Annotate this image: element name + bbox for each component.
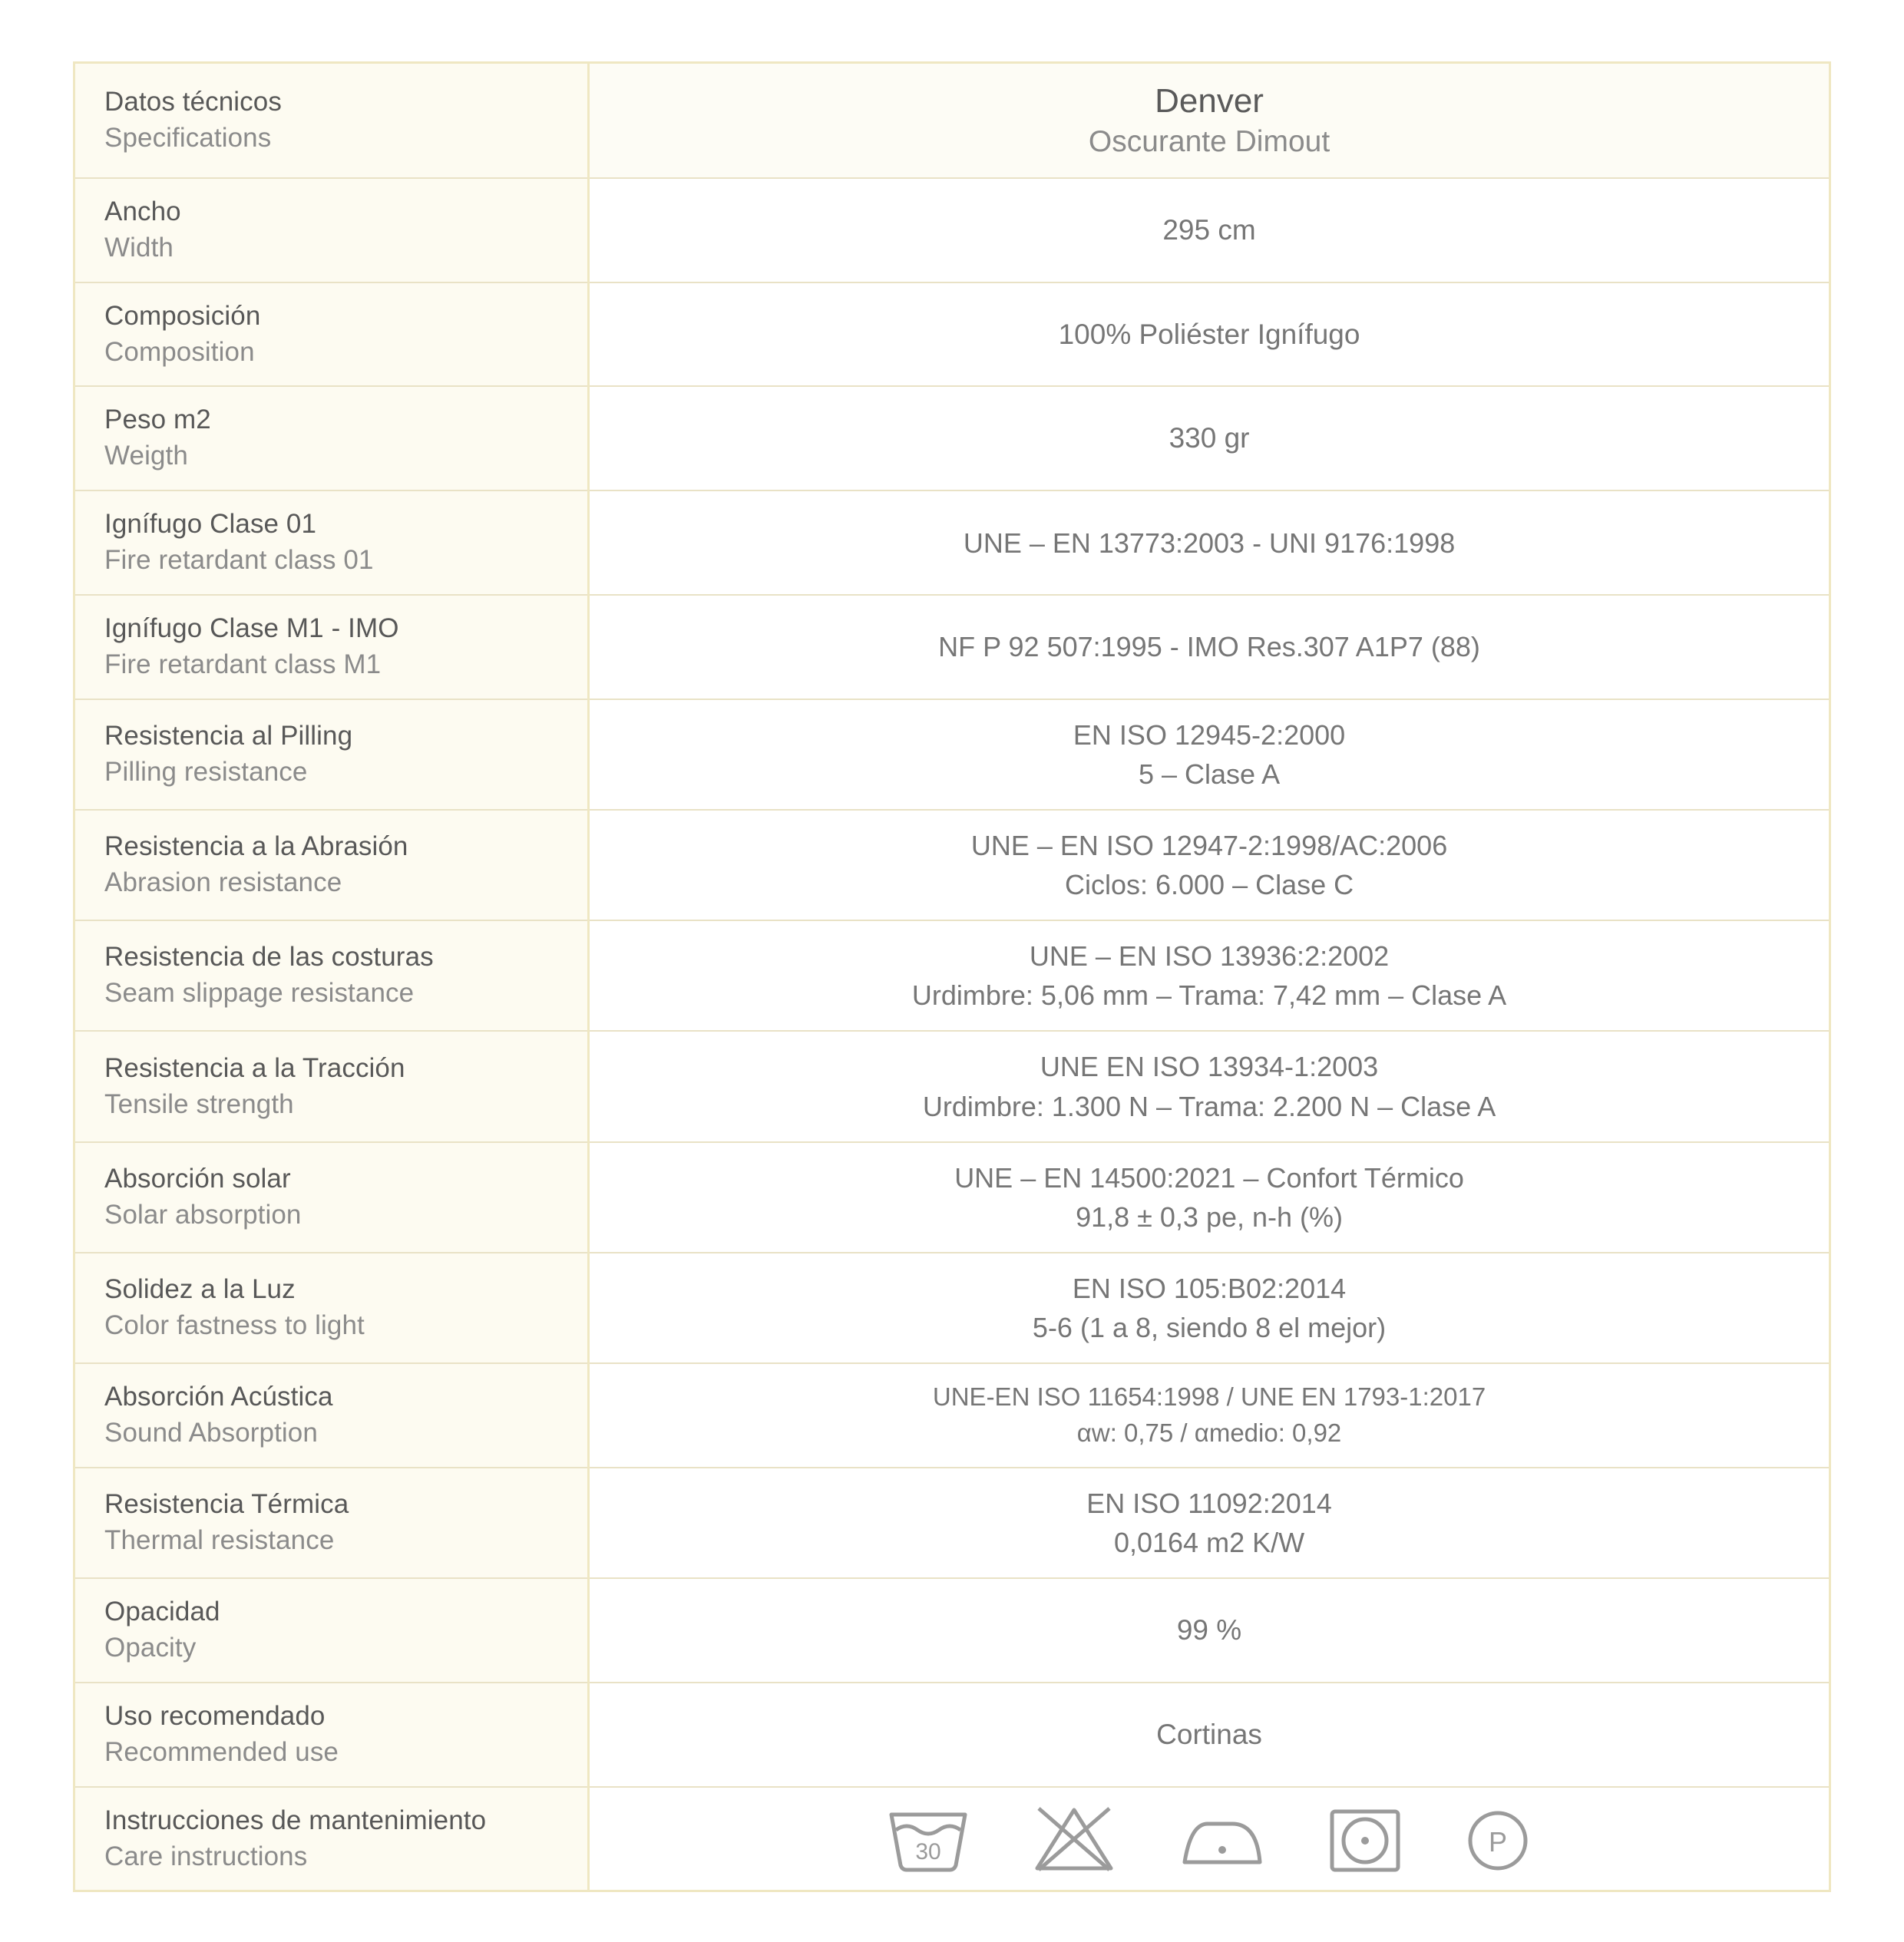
row-label-cell (74, 386, 589, 490)
table-body (74, 63, 1830, 1891)
row-value-line: 330 gr (1169, 422, 1250, 454)
table-row (74, 1363, 1830, 1468)
care-label-cell (74, 1787, 589, 1891)
row-label-en: Pilling resistance (104, 756, 308, 787)
row-label-es: Absorción Acústica (104, 1382, 333, 1412)
row-label-cell (74, 282, 589, 387)
row-label-es: Resistencia Térmica (104, 1489, 349, 1520)
header-value-cell (589, 63, 1830, 178)
row-value-cell (589, 1363, 1830, 1468)
row-label-cell (74, 1683, 589, 1787)
row-label-en: Weigth (104, 441, 188, 471)
care-label-es: Instrucciones de mantenimiento (104, 1805, 487, 1835)
table-row (74, 1142, 1830, 1253)
row-value-line: NF P 92 507:1995 - IMO Res.307 A1P7 (88) (938, 631, 1480, 663)
row-label-es: Ignífugo Clase 01 (104, 509, 317, 540)
row-label-en: Tensile strength (104, 1088, 294, 1119)
row-value-cell (589, 1142, 1830, 1253)
row-label-es: Resistencia a la Tracción (104, 1052, 405, 1083)
row-label-cell (74, 1253, 589, 1363)
wash-temp-label: 30 (915, 1838, 941, 1864)
table-row (74, 1253, 1830, 1363)
row-label-es: Solidez a la Luz (104, 1274, 296, 1305)
row-value-line: 99 % (1176, 1613, 1242, 1646)
table-row (74, 386, 1830, 490)
row-value-line: 0,0164 m2 K/W (1113, 1526, 1305, 1558)
row-value-cell (589, 490, 1830, 595)
row-label-en: Recommended use (104, 1736, 339, 1767)
iron-low-icon (1177, 1804, 1268, 1874)
row-label-cell (74, 699, 589, 810)
row-label-es: Opacidad (104, 1597, 220, 1627)
row-value-line: EN ISO 105:B02:2014 (1072, 1272, 1347, 1304)
row-label-es: Resistencia a la Abrasión (104, 831, 408, 862)
row-value-cell (589, 595, 1830, 699)
row-value-cell (589, 810, 1830, 920)
row-label-cell (74, 1363, 589, 1468)
header-label-cell (74, 63, 589, 178)
row-label-en: Thermal resistance (104, 1524, 335, 1555)
row-value-cell (589, 1578, 1830, 1683)
row-value-cell (589, 1031, 1830, 1141)
row-label-cell (74, 1031, 589, 1141)
row-label-es: Resistencia al Pilling (104, 721, 353, 751)
row-value-line: EN ISO 11092:2014 (1086, 1487, 1332, 1519)
row-value-line: UNE-EN ISO 11654:1998 / UNE EN 1793-1:2017 (932, 1382, 1486, 1412)
row-value-cell (589, 178, 1830, 282)
table-row (74, 1578, 1830, 1683)
header-label-es: Datos técnicos (104, 87, 282, 117)
table-row (74, 1031, 1830, 1141)
dry-clean-p-icon (1463, 1804, 1533, 1874)
row-value-line: UNE – EN ISO 12947-2:1998/AC:2006 (970, 830, 1448, 861)
row-label-en: Fire retardant class M1 (104, 649, 382, 679)
row-value-line: UNE – EN 14500:2021 – Confort Térmico (954, 1161, 1464, 1194)
row-label-cell (74, 920, 589, 1031)
header-label-en: Specifications (104, 122, 272, 153)
row-value-line: 5 – Clase A (1138, 758, 1281, 790)
row-value-line: UNE – EN ISO 13936:2:2002 (1029, 940, 1390, 973)
row-value-cell (589, 386, 1830, 490)
row-value-line: 91,8 ± 0,3 pe, n-h (%) (1076, 1201, 1344, 1233)
row-value-line: 295 cm (1162, 213, 1256, 246)
wash-30-icon (885, 1804, 971, 1874)
row-label-es: Ancho (104, 196, 181, 226)
row-value-cell (589, 282, 1830, 387)
row-label-es: Uso recomendado (104, 1700, 326, 1731)
row-label-en: Solar absorption (104, 1199, 302, 1230)
specifications-table (73, 61, 1831, 1892)
row-label-en: Color fastness to light (104, 1310, 365, 1340)
row-label-es: Absorción solar (104, 1163, 291, 1194)
table-row (74, 1468, 1830, 1578)
dry-clean-letter: P (1489, 1825, 1508, 1858)
care-icons-cell (589, 1787, 1830, 1891)
table-row (74, 920, 1830, 1031)
table-row (74, 490, 1830, 595)
row-label-es: Resistencia de las costuras (104, 942, 434, 973)
table-row (74, 178, 1830, 282)
row-value-cell (589, 699, 1830, 810)
row-value-line: Ciclos: 6.000 – Clase C (1064, 869, 1354, 901)
row-label-es: Composición (104, 300, 261, 331)
row-label-cell (74, 595, 589, 699)
product-subtitle: Oscurante Dimout (1088, 125, 1330, 159)
care-icons-row (613, 1804, 1806, 1874)
table-header-row (74, 63, 1830, 178)
row-value-line: EN ISO 12945-2:2000 (1073, 718, 1346, 751)
table-row (74, 282, 1830, 387)
row-value-cell (589, 1253, 1830, 1363)
table-row (74, 699, 1830, 810)
row-value-line: Cortinas (1156, 1718, 1262, 1750)
row-value-cell (589, 920, 1830, 1031)
row-value-line: Urdimbre: 5,06 mm – Trama: 7,42 mm – Clase A (911, 979, 1507, 1012)
row-label-cell (74, 1468, 589, 1578)
row-value-line: 100% Poliéster Ignífugo (1058, 318, 1360, 350)
row-label-en: Abrasion resistance (104, 867, 342, 898)
row-value-line: Urdimbre: 1.300 N – Trama: 2.200 N – Clase A (922, 1090, 1496, 1122)
row-label-cell (74, 1142, 589, 1253)
table-row (74, 595, 1830, 699)
row-label-cell (74, 810, 589, 920)
row-label-cell (74, 1578, 589, 1683)
row-value-line: αw: 0,75 / αmedio: 0,92 (1076, 1418, 1342, 1447)
tumble-dry-icon (1327, 1804, 1403, 1874)
table-row (74, 1683, 1830, 1787)
row-label-en: Opacity (104, 1632, 197, 1663)
row-label-es: Ignífugo Clase M1 - IMO (104, 613, 399, 643)
row-value-line: 5-6 (1 a 8, siendo 8 el mejor) (1032, 1311, 1387, 1343)
row-value-line: UNE EN ISO 13934-1:2003 (1040, 1051, 1379, 1083)
table-row (74, 810, 1830, 920)
care-label-en: Care instructions (104, 1841, 308, 1871)
row-label-en: Composition (104, 336, 255, 367)
do-not-bleach-icon (1031, 1804, 1117, 1874)
row-label-cell (74, 490, 589, 595)
care-instructions-row (74, 1787, 1830, 1891)
row-value-cell (589, 1683, 1830, 1787)
row-label-en: Fire retardant class 01 (104, 545, 374, 576)
row-label-cell (74, 178, 589, 282)
row-value-line: UNE – EN 13773:2003 - UNI 9176:1998 (963, 527, 1456, 559)
row-label-es: Peso m2 (104, 405, 211, 435)
row-label-en: Sound Absorption (104, 1417, 318, 1448)
product-title: Denver (1155, 82, 1264, 120)
row-label-en: Width (104, 232, 174, 263)
row-value-cell (589, 1468, 1830, 1578)
row-label-en: Seam slippage resistance (104, 978, 415, 1009)
